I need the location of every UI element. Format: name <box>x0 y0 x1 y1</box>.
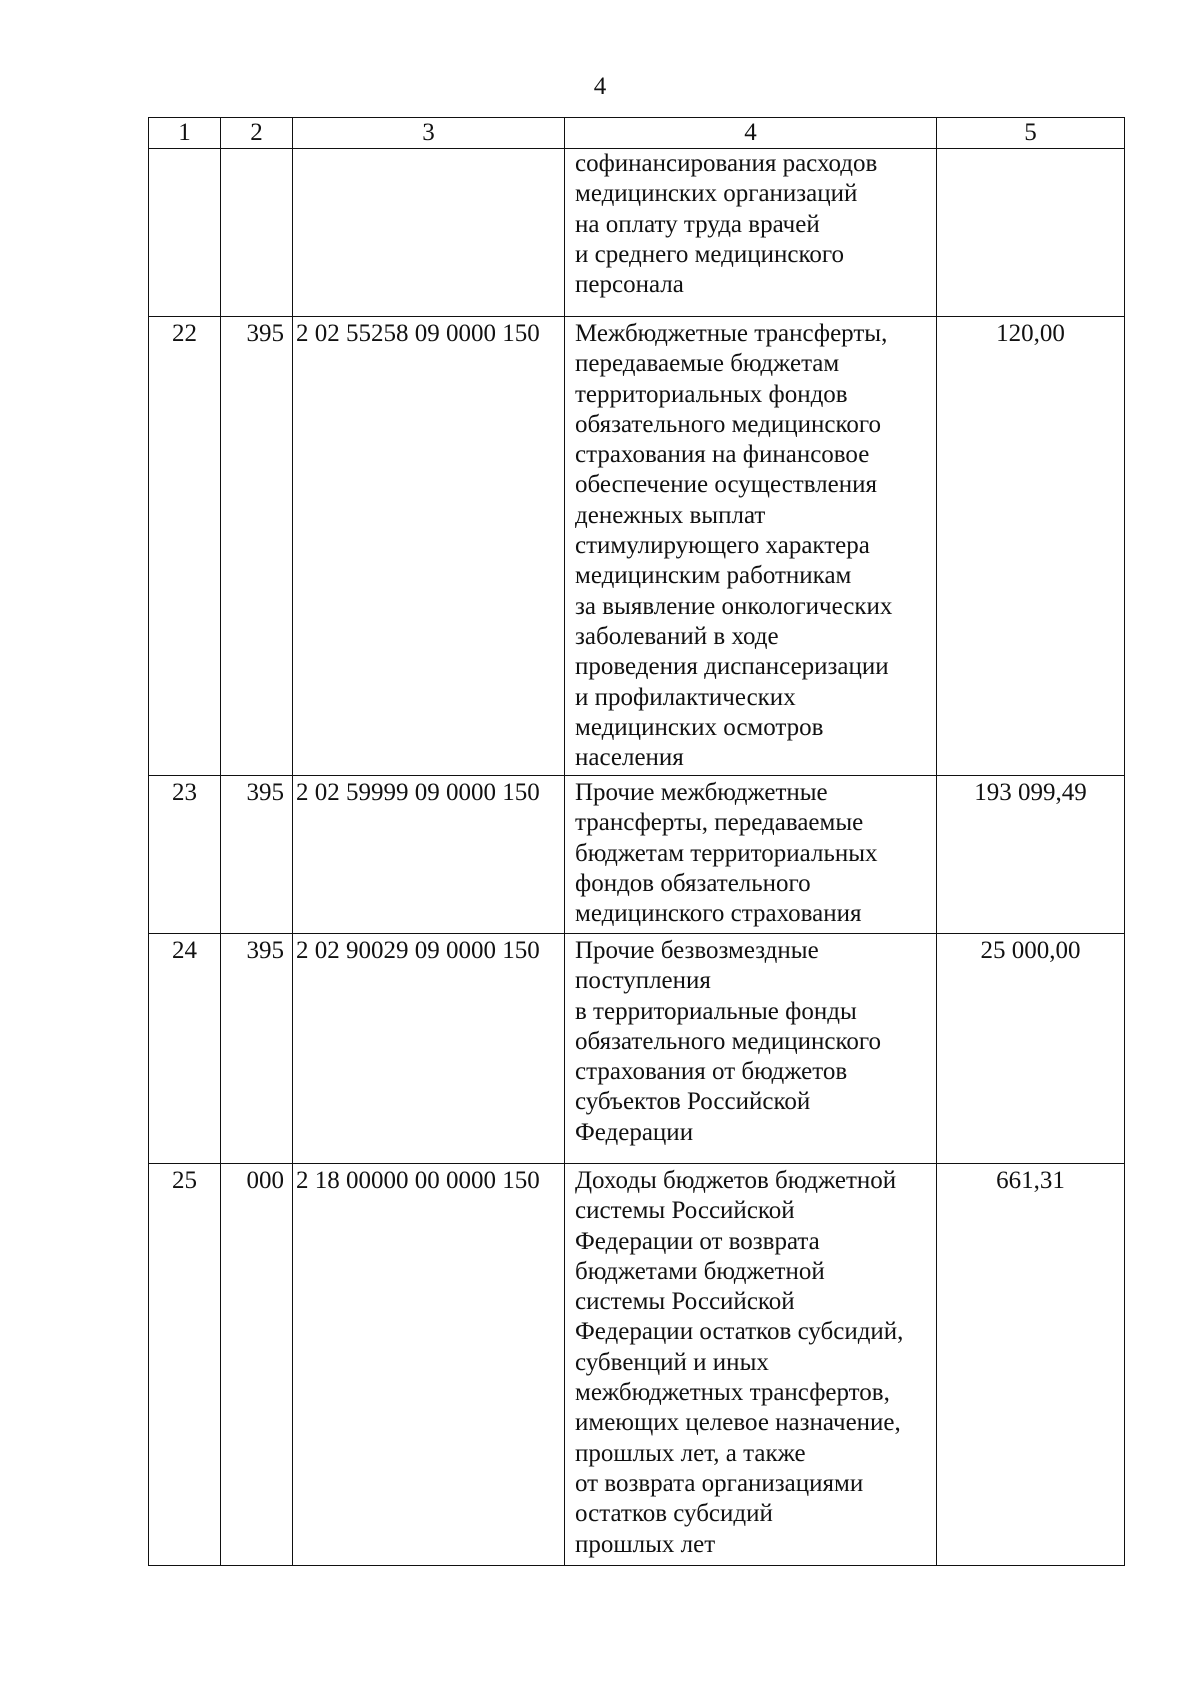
income-name: Межбюджетные трансферты, передаваемые бюджетам территориальных фондов обязательного медицинского страхования на финансовое обеспечение осуществления денежных выплат стимулирующего характера медицинским работникам за выявление онкологических заболеваний в ходе проведения диспансеризации и профилактических медицинских осмотров населения <box>565 317 937 776</box>
income-name: Прочие безвозмездные поступления в территориальные фонды обязательного медицинского страхования от бюджетов субъектов Российской Федерации <box>565 934 937 1164</box>
table-row <box>149 317 1125 776</box>
budget-code: 2 02 55258 09 0000 150 <box>293 317 565 776</box>
row-number <box>149 149 221 317</box>
amount: 120,00 <box>937 317 1125 776</box>
column-header-2: 2 <box>221 118 293 149</box>
row-number: 25 <box>149 1164 221 1566</box>
income-name: Доходы бюджетов бюджетной системы Российской Федерации от возврата бюджетами бюджетной системы Российской Федерации остатков субсидий, субвенций и иных межбюджетных трансфертов, имеющих целевое назначение, прошлых лет, а также от возврата организациями остатков субсидий прошлых лет <box>565 1164 937 1566</box>
page-number: 4 <box>593 73 607 100</box>
admin-code: 395 <box>221 317 293 776</box>
budget-code <box>293 149 565 317</box>
amount: 193 099,49 <box>937 776 1125 934</box>
admin-code <box>221 149 293 317</box>
table-row <box>149 149 1125 317</box>
column-header-1: 1 <box>149 118 221 149</box>
admin-code: 395 <box>221 934 293 1164</box>
admin-code: 000 <box>221 1164 293 1566</box>
table-row <box>149 1164 1125 1566</box>
revenue-table <box>148 117 1125 1566</box>
column-header-4: 4 <box>565 118 937 149</box>
row-number: 24 <box>149 934 221 1164</box>
column-header-3: 3 <box>293 118 565 149</box>
budget-code: 2 02 59999 09 0000 150 <box>293 776 565 934</box>
income-name: софинансирования расходов медицинских организаций на оплату труда врачей и среднего медицинского персонала <box>565 149 937 317</box>
table-row <box>149 776 1125 934</box>
budget-code: 2 18 00000 00 0000 150 <box>293 1164 565 1566</box>
income-name: Прочие межбюджетные трансферты, передаваемые бюджетам территориальных фондов обязательного медицинского страхования <box>565 776 937 934</box>
admin-code: 395 <box>221 776 293 934</box>
table-header-row <box>149 118 1125 149</box>
row-number: 22 <box>149 317 221 776</box>
amount <box>937 149 1125 317</box>
table-row <box>149 934 1125 1164</box>
budget-code: 2 02 90029 09 0000 150 <box>293 934 565 1164</box>
amount: 25 000,00 <box>937 934 1125 1164</box>
row-number: 23 <box>149 776 221 934</box>
amount: 661,31 <box>937 1164 1125 1566</box>
column-header-5: 5 <box>937 118 1125 149</box>
